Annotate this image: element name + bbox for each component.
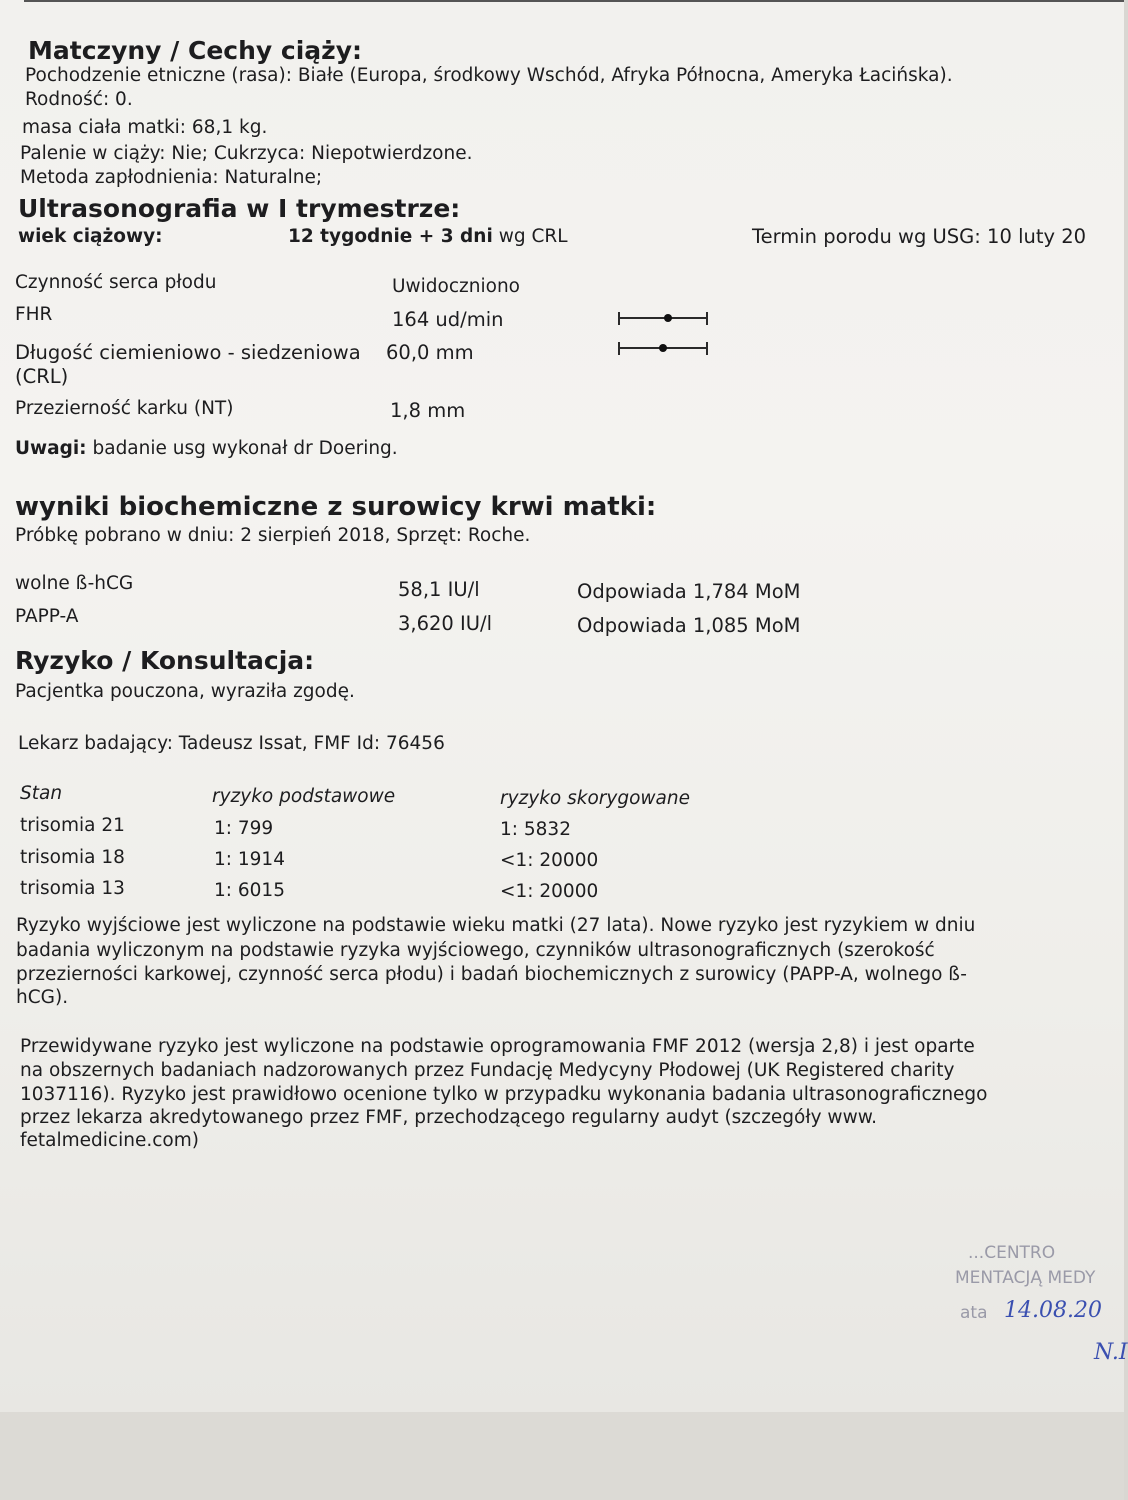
bhcg-value: 58,1 IU/l — [398, 578, 480, 601]
nt-value: 1,8 mm — [390, 399, 466, 422]
gestational-age-method: wg CRL — [498, 226, 568, 247]
smoking-diabetes-line: Palenie w ciąży: Nie; Cukrzyca: Niepotwierdzone. — [20, 143, 473, 164]
crl-range-marker — [659, 344, 667, 352]
heart-activity-value: Uwidoczniono — [392, 276, 520, 297]
table-surface — [0, 1412, 1124, 1500]
pappa-mom: Odpowiada 1,085 MoM — [577, 614, 801, 637]
notes-line — [15, 438, 398, 459]
fhr-range-line — [618, 317, 708, 319]
fhr-label: FHR — [15, 304, 53, 325]
due-date: Termin porodu wg USG: 10 luty 20 — [752, 225, 1087, 248]
risk-row-t18-corrected: <1: 20000 — [500, 850, 599, 871]
handwritten-date: 14.08.20 — [1004, 1298, 1102, 1323]
risk-row-t21-corrected: 1: 5832 — [500, 819, 571, 840]
software-note-line-4: przez lekarza akredytowanego przez FMF, przechodzącego regularny audyt (szczegóły www. — [20, 1107, 878, 1128]
risk-header-base: ryzyko podstawowe — [212, 786, 396, 807]
sample-line: Próbkę pobrano w dniu: 2 sierpień 2018, Sprzęt: Roche. — [15, 525, 531, 546]
consent-line: Pacjentka pouczona, wyraziła zgodę. — [15, 681, 355, 702]
risk-explanation-line-1: Ryzyko wyjściowe jest wyliczone na podstawie wieku matki (27 lata). Nowe ryzyko jest ryzykiem w dniu — [16, 915, 976, 936]
software-note-line-3: 1037116). Ryzyko jest prawidłowo ocenione tylko w przypadku wykonania badania ultrasonograficznego — [20, 1084, 988, 1105]
fhr-value: 164 ud/min — [392, 308, 504, 331]
fhr-range-marker — [664, 314, 672, 322]
gestational-age-weeks: 12 tygodnie + 3 dni — [288, 226, 493, 247]
risk-row-t21-base: 1: 799 — [214, 818, 274, 839]
crl-range-indicator — [618, 341, 708, 355]
crl-value: 60,0 mm — [386, 341, 474, 364]
risk-header-corrected: ryzyko skorygowane — [500, 788, 690, 809]
bhcg-mom: Odpowiada 1,784 MoM — [577, 580, 801, 603]
doctor-line: Lekarz badający: Tadeusz Issat, FMF Id: 76456 — [18, 733, 445, 754]
risk-row-t18-base: 1: 1914 — [214, 849, 285, 870]
maternal-heading: Matczyny / Cechy ciąży: — [28, 36, 363, 65]
top-border-line — [24, 0, 1124, 2]
gestational-age-value — [288, 226, 568, 247]
stamp-line-1: ...CENTRO — [968, 1243, 1056, 1263]
fhr-range-min-tick — [618, 312, 620, 325]
crl-label-abbrev: (CRL) — [15, 365, 69, 388]
bhcg-label: wolne ß-hCG — [15, 573, 134, 594]
risk-row-t13-condition: trisomia 13 — [20, 878, 125, 899]
notes-text: badanie usg wykonał dr Doering. — [92, 438, 398, 459]
heart-activity-label: Czynność serca płodu — [15, 272, 217, 293]
risk-explanation-line-2: badania wyliczonym na podstawie ryzyka wyjściowego, czynników ultrasonograficznych (szerokość — [16, 940, 935, 961]
risk-row-t21-condition: trisomia 21 — [20, 815, 125, 836]
handwritten-initials: N.I — [1094, 1340, 1128, 1365]
weight-line: masa ciała matki: 68,1 kg. — [22, 117, 268, 138]
crl-range-min-tick — [618, 342, 620, 355]
gestational-age-label: wiek ciążowy: — [18, 226, 163, 247]
pappa-label: PAPP-A — [15, 606, 79, 627]
software-note-line-2: na obszernych badaniach nadzorowanych przez Fundację Medycyny Płodowej (UK Registered charity — [20, 1060, 955, 1081]
risk-row-t13-base: 1: 6015 — [214, 880, 285, 901]
software-note-line-5: fetalmedicine.com) — [20, 1130, 199, 1151]
biochem-heading: wyniki biochemiczne z surowicy krwi matki: — [15, 492, 657, 522]
risk-explanation-line-3: przezierności karkowej, czynność serca płodu) i badań biochemicznych z surowicy (PAPP-A, wolnego ß- — [16, 964, 967, 985]
conception-line: Metoda zapłodnienia: Naturalne; — [20, 167, 323, 188]
fhr-range-indicator — [618, 311, 708, 325]
fhr-range-max-tick — [706, 312, 708, 325]
risk-explanation-line-4: hCG). — [16, 987, 69, 1008]
ethnicity-line: Pochodzenie etniczne (rasa): Białe (Europa, środkowy Wschód, Afryka Północna, Ameryka Łacińska). — [25, 65, 953, 86]
crl-range-max-tick — [706, 342, 708, 355]
risk-row-t18-condition: trisomia 18 — [20, 847, 125, 868]
pappa-value: 3,620 IU/l — [398, 612, 493, 635]
stamp-line-2: MENTACJĄ MEDY — [955, 1268, 1096, 1288]
ultrasound-heading: Ultrasonografia w I trymestrze: — [18, 194, 461, 223]
risk-header-condition: Stan — [20, 783, 63, 804]
notes-label: Uwagi: — [15, 438, 87, 459]
parity-line: Rodność: 0. — [25, 89, 133, 110]
stamp-date-label: ata — [960, 1303, 988, 1323]
nt-label: Przezierność karku (NT) — [15, 398, 234, 419]
risk-heading: Ryzyko / Konsultacja: — [15, 646, 315, 675]
risk-row-t13-corrected: <1: 20000 — [500, 881, 599, 902]
software-note-line-1: Przewidywane ryzyko jest wyliczone na podstawie oprogramowania FMF 2012 (wersja 2,8) i jest oparte — [20, 1036, 975, 1057]
crl-label: Długość ciemieniowo - siedzeniowa — [15, 341, 361, 364]
